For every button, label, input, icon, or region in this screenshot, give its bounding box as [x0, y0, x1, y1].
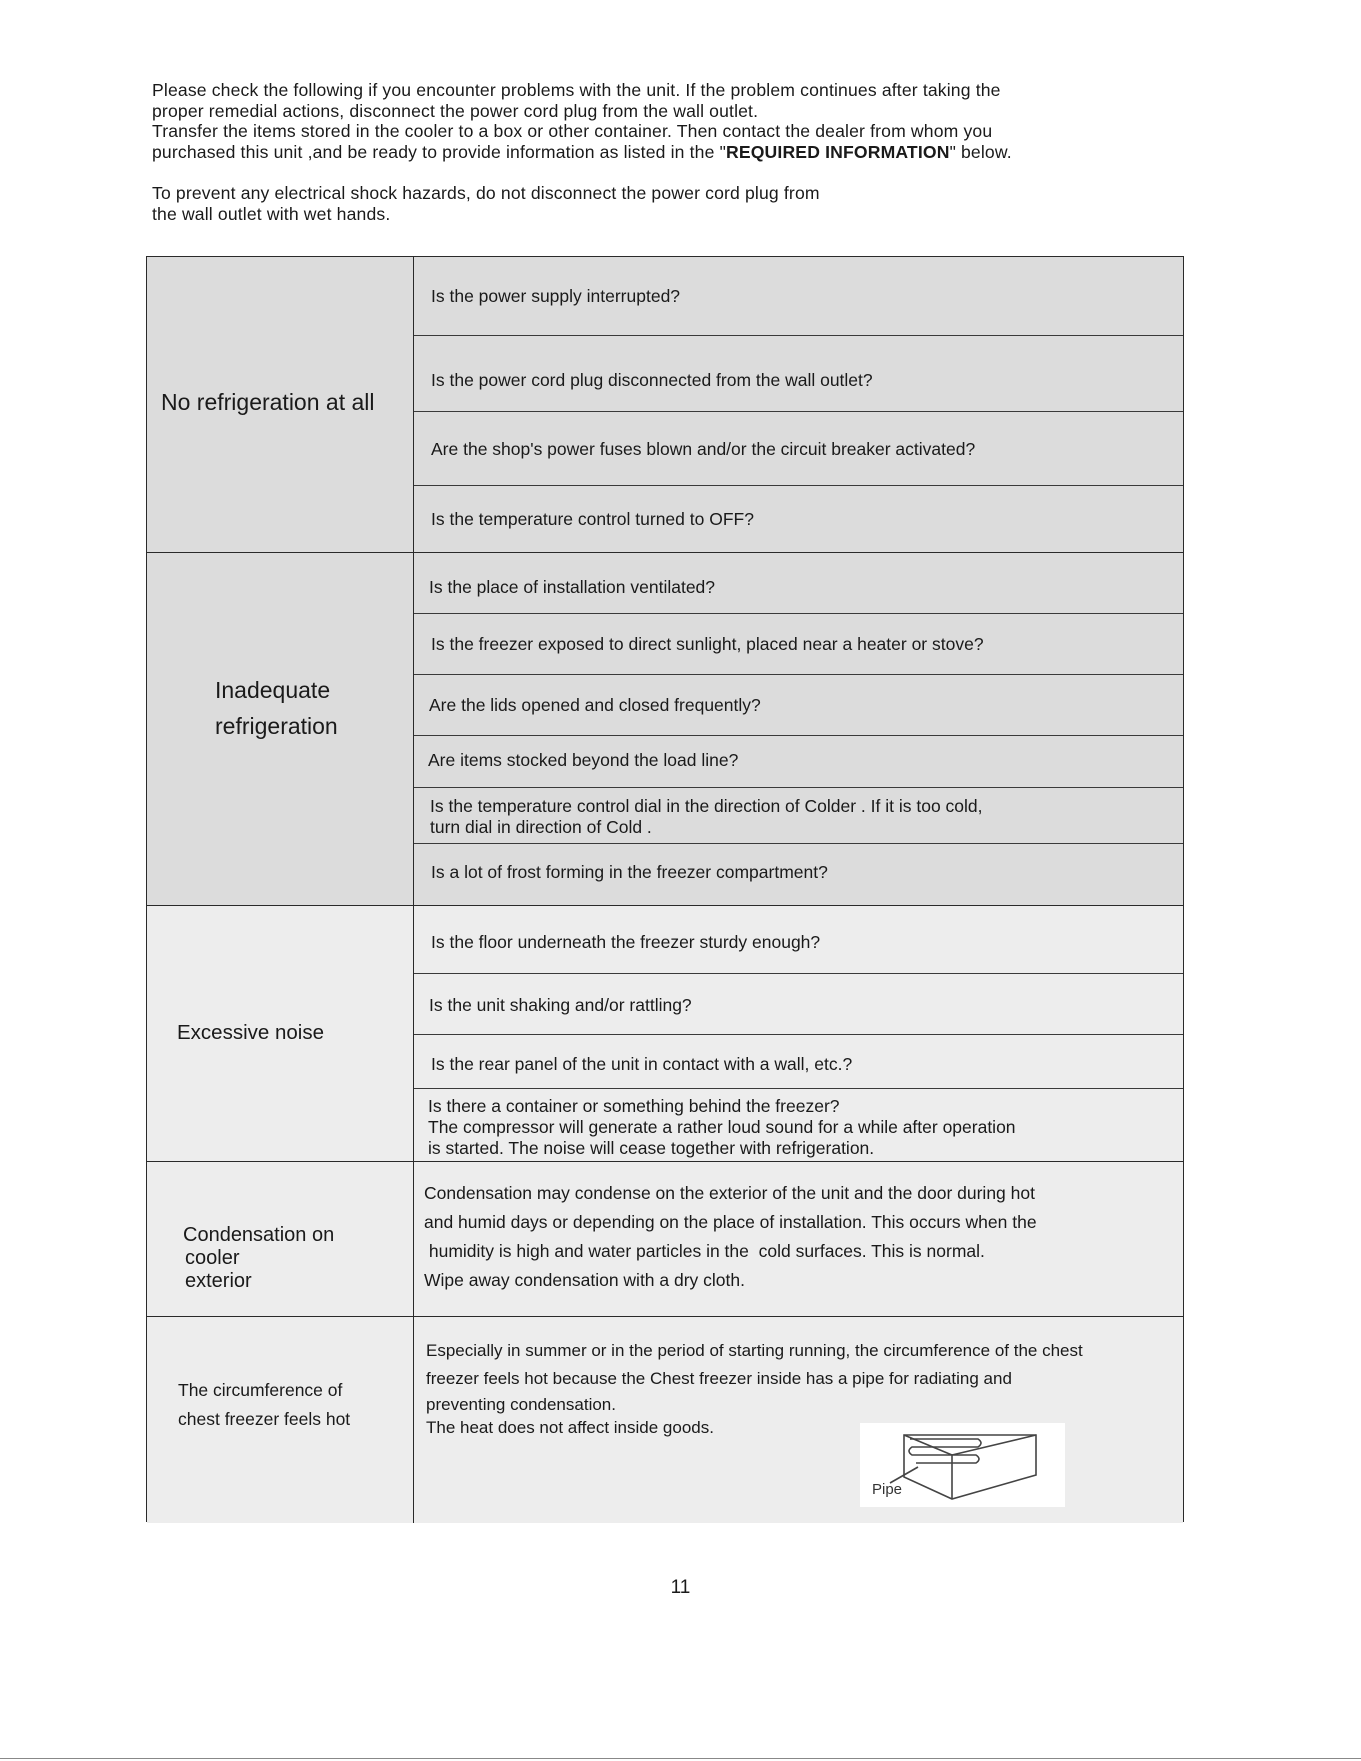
check-text: turn dial in direction of Cold .	[430, 817, 652, 837]
check-row	[414, 1089, 1183, 1162]
section-inadequate-refrigeration	[147, 553, 1183, 906]
check-row	[414, 486, 1183, 553]
intro-line-text: purchased this unit ,and be ready to provide information as listed in the "	[152, 141, 726, 162]
symptom-label: The circumference of	[178, 1380, 343, 1400]
check-text: freezer feels hot because the Chest freezer inside has a pipe for radiating and	[426, 1369, 1012, 1388]
symptom-label: Excessive noise	[177, 1021, 324, 1044]
intro-text	[152, 80, 1162, 224]
intro-line: Transfer the items stored in the cooler to a box or other container. Then contact the dealer from whom you	[152, 121, 993, 141]
check-text: Is the temperature control dial in the direction of Colder . If it is too cold,	[430, 796, 983, 816]
checks-column	[414, 553, 1183, 905]
check-row	[414, 675, 1183, 736]
freezer-pipe-diagram	[860, 1423, 1065, 1507]
check-text: Is the rear panel of the unit in contact with a wall, etc.?	[431, 1054, 853, 1074]
check-text: Is a lot of frost forming in the freezer compartment?	[431, 862, 828, 882]
check-text: Is the freezer exposed to direct sunlight, placed near a heater or stove?	[431, 634, 984, 654]
intro-line: proper remedial actions, disconnect the power cord plug from the wall outlet.	[152, 100, 759, 121]
check-text: Is the place of installation ventilated?	[429, 577, 716, 597]
check-row	[414, 906, 1183, 974]
check-text: The heat does not affect inside goods.	[426, 1418, 714, 1437]
checks-column	[414, 906, 1183, 1161]
symptom-cell	[147, 1317, 414, 1523]
check-row	[414, 736, 1183, 788]
symptom-label: Condensation on	[183, 1224, 335, 1246]
intro-line: Please check the following if you encounter problems with the unit. If the problem continues after taking the	[152, 80, 1001, 100]
check-text: Is the floor underneath the freezer sturdy enough?	[431, 932, 821, 952]
check-text: Are the lids opened and closed frequently?	[429, 695, 761, 715]
check-row	[414, 788, 1183, 844]
check-text: is started. The noise will cease together with refrigeration.	[428, 1138, 875, 1158]
check-row	[414, 1035, 1183, 1089]
warning-line: To prevent any electrical shock hazards, do not disconnect the power cord plug from	[152, 183, 820, 203]
section-excessive-noise	[147, 906, 1183, 1162]
check-text: Are items stocked beyond the load line?	[428, 750, 739, 770]
section-condensation	[147, 1162, 1183, 1317]
check-text: Especially in summer or in the period of starting running, the circumference of the chest	[426, 1341, 1083, 1360]
check-text: Is the power supply interrupted?	[431, 286, 681, 306]
required-information-emphasis: REQUIRED INFORMATION	[725, 141, 950, 162]
symptom-label: No refrigeration at all	[161, 389, 375, 415]
check-text: preventing condensation.	[426, 1395, 616, 1414]
check-text: and humid days or depending on the place of installation. This occurs when the	[424, 1212, 1037, 1232]
section-circumference-hot	[147, 1317, 1183, 1523]
check-text: Is the unit shaking and/or rattling?	[429, 995, 692, 1015]
troubleshooting-table	[146, 256, 1184, 1522]
check-row	[414, 844, 1183, 906]
warning-line: the wall outlet with wet hands.	[152, 203, 391, 224]
intro-line-text: " below.	[949, 141, 1012, 162]
symptom-label: exterior	[185, 1270, 252, 1292]
symptom-label: Inadequate	[215, 677, 331, 703]
check-text: Is the power cord plug disconnected from the wall outlet?	[431, 370, 873, 390]
check-text: The compressor will generate a rather loud sound for a while after operation	[428, 1117, 1016, 1137]
symptom-cell	[147, 257, 414, 552]
check-row	[414, 412, 1183, 486]
symptom-label: cooler	[185, 1247, 240, 1269]
check-row	[414, 336, 1183, 412]
check-text: Wipe away condensation with a dry cloth.	[424, 1270, 745, 1290]
section-no-refrigeration	[147, 257, 1183, 553]
symptom-cell	[147, 553, 414, 905]
check-row	[414, 257, 1183, 336]
checks-column	[414, 1317, 1183, 1523]
check-text: Is the temperature control turned to OFF?	[431, 509, 754, 529]
check-text: humidity is high and water particles in the cold surfaces. This is normal.	[424, 1241, 985, 1261]
symptom-label: chest freezer feels hot	[178, 1409, 351, 1429]
check-row	[414, 614, 1183, 675]
check-row	[414, 1317, 1183, 1523]
check-row	[414, 1162, 1183, 1317]
check-row	[414, 974, 1183, 1035]
page-number: 11	[670, 1577, 691, 1598]
pipe-label: Pipe	[872, 1481, 903, 1498]
bottom-rule	[0, 1758, 1361, 1759]
symptom-cell	[147, 1162, 414, 1316]
check-row	[414, 553, 1183, 614]
check-text: Is there a container or something behind the freezer?	[428, 1096, 840, 1116]
symptom-label: refrigeration	[215, 713, 338, 739]
symptom-cell	[147, 906, 414, 1161]
check-text: Condensation may condense on the exterior of the unit and the door during hot	[424, 1183, 1035, 1203]
intro-line	[152, 142, 1162, 163]
checks-column	[414, 1162, 1183, 1316]
check-text: Are the shop's power fuses blown and/or the circuit breaker activated?	[431, 439, 976, 459]
checks-column	[414, 257, 1183, 552]
